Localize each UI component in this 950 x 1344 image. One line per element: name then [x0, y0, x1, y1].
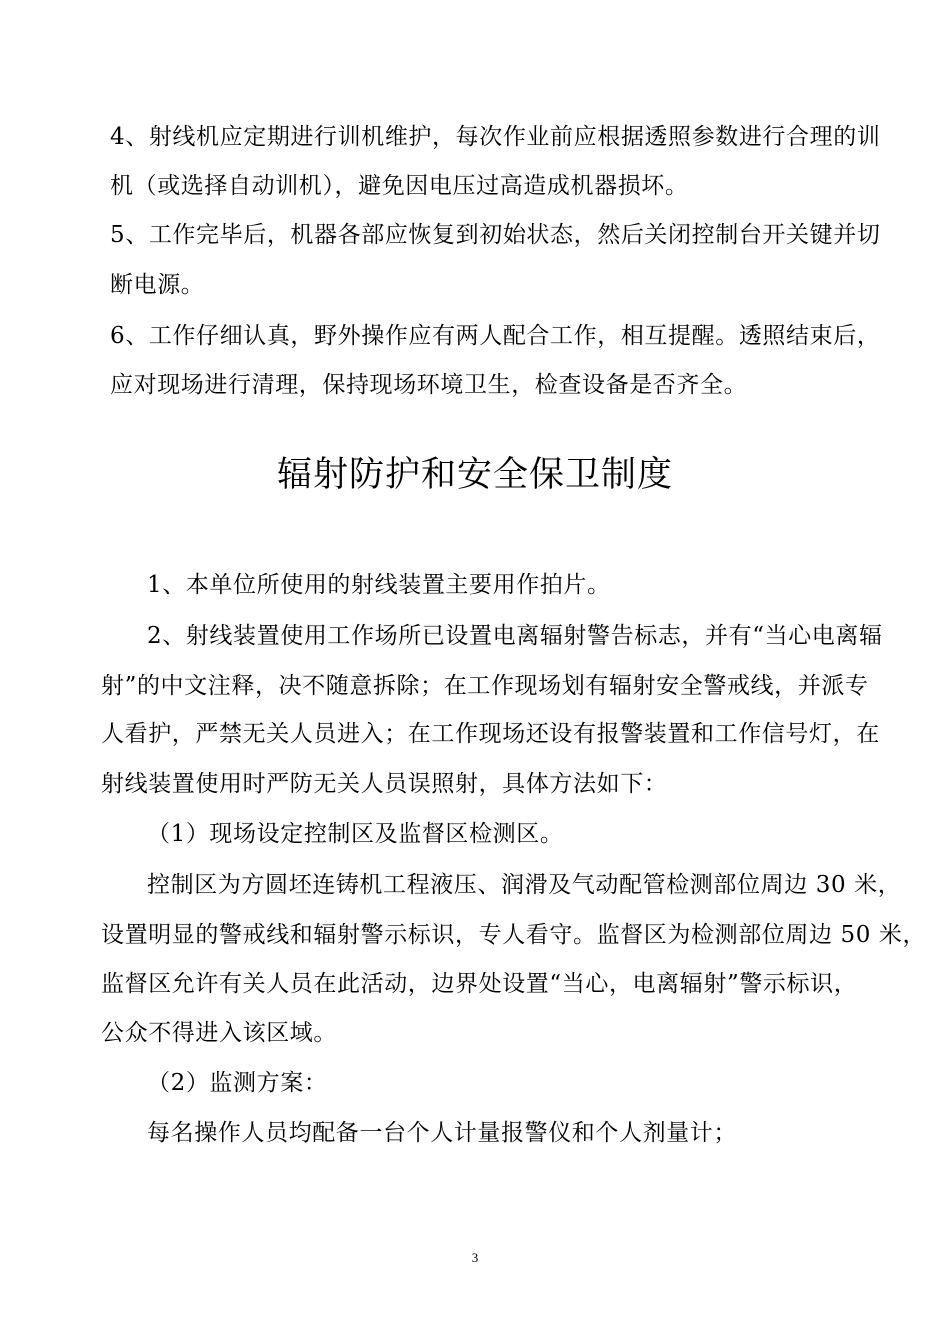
rule-item-2-line-1: 2、射线装置使用工作场所已设置电离辐射警告标志，并有“当心电离辐 — [147, 623, 883, 649]
list-item-5-line-2: 断电源。 — [110, 272, 205, 298]
subsection-2-heading: （2）监测方案： — [147, 1070, 328, 1096]
rule-item-1: 1、本单位所使用的射线装置主要用作拍片。 — [147, 572, 611, 598]
list-item-4-line-2: 机（或选择自动训机），避免因电压过高造成机器损坏。 — [110, 173, 689, 199]
subsection-1-line-1: 控制区为方圆坯连铸机工程液压、润滑及气动配管检测部位周边 30 米， — [147, 872, 902, 898]
rule-item-2-line-4: 射线装置使用时严防无关人员误照射，具体方法如下： — [101, 771, 668, 797]
subsection-2-line-1: 每名操作人员均配备一台个人计量报警仪和个人剂量计； — [147, 1120, 737, 1146]
rule-item-2-line-2: 射”的中文注释，决不随意拆除；在工作现场划有辐射安全警戒线，并派专 — [101, 673, 869, 699]
subsection-1-line-2: 设置明显的警戒线和辐射警示标识，专人看守。监督区为检测部位周边 50 米， — [101, 922, 927, 948]
subsection-1-heading: （1）现场设定控制区及监督区检测区。 — [147, 821, 564, 847]
subsection-1-line-3: 监督区允许有关人员在此活动，边界处设置“当心，电离辐射”警示标识， — [101, 971, 858, 997]
subsection-1-line-4: 公众不得进入该区域。 — [101, 1020, 337, 1046]
list-item-4-line-1: 4、射线机应定期进行训机维护，每次作业前应根据透照参数进行合理的训 — [110, 124, 881, 150]
list-item-6-line-2: 应对现场进行清理，保持现场环境卫生，检查设备是否齐全。 — [110, 372, 748, 398]
page-number: 3 — [471, 1250, 479, 1265]
rule-item-2-line-3: 人看护，严禁无关人员进入；在工作现场还设有报警装置和工作信号灯，在 — [101, 721, 880, 747]
list-item-6-line-1: 6、工作仔细认真，野外操作应有两人配合工作，相互提醒。透照结束后， — [110, 323, 881, 349]
list-item-5-line-1: 5、工作完毕后，机器各部应恢复到初始状态，然后关闭控制台开关键并切 — [110, 222, 881, 248]
section-title: 辐射防护和安全保卫制度 — [276, 455, 673, 495]
